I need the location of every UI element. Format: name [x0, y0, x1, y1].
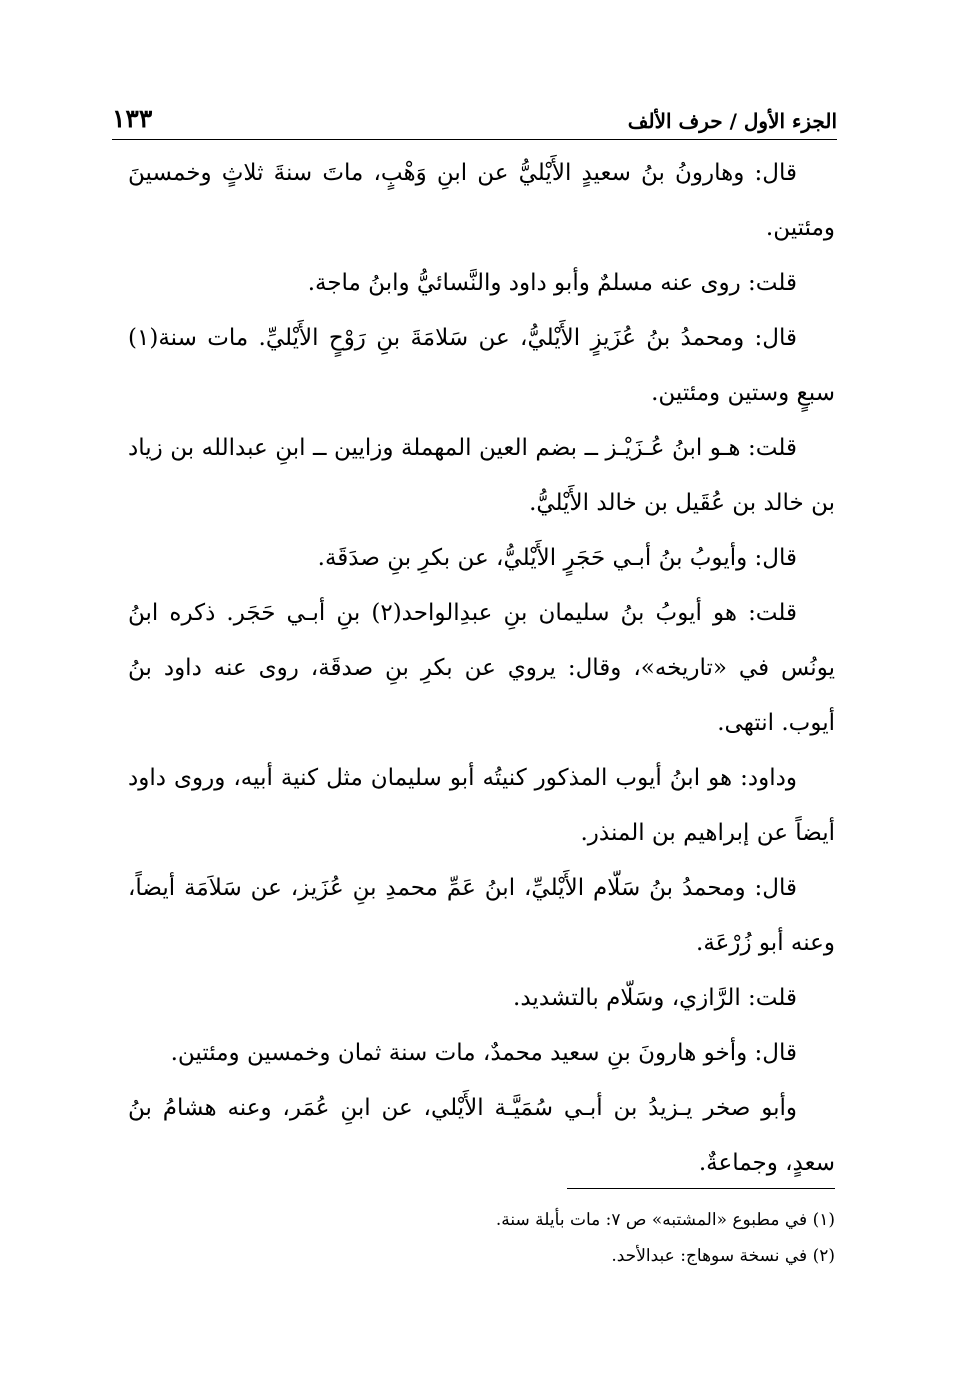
page-header: [112, 94, 837, 140]
paragraph: قلت: هو أيوبُ بنُ سليمان بنِ عبدِالواحد(٢) بنِ أبـي حَجَر. ذكره ابنُ يونُس في «تاريخه»، وقال: يروي عن بكرِ بنِ صدقَة، روى عنه داود بنُ أيوب. انتهى.: [128, 600, 835, 736]
footnote: (١) في مطبوع «المشتبه» ص ٧: مات بأيلة سنة.: [495, 1210, 835, 1230]
footnote-divider: [567, 1188, 835, 1189]
paragraph: قال: ومحمدُ بنُ سَلّام الأَيْليِّ، ابنُ عَمِّ محمدِ بنِ عُزَيز، عن سَلاَمَة أيضاً، وعنه أبو زُرْعَة.: [128, 875, 835, 956]
paragraph: قلت: هـو ابنُ عُـزَيْـز ــ بضم العين المهملة وزايين ــ ابنِ عبدالله بن زياد بن خالد بن عُقَيل بن خالد الأَيْليُّ.: [128, 435, 835, 516]
running-head: الجزء الأول / حرف الألف: [627, 109, 837, 133]
page-number: ١٣٣: [112, 104, 153, 133]
paragraph: قلت: الرَّازي، وسَلّام بالتشديد.: [513, 985, 797, 1011]
paragraph: قلت: روى عنه مسلمٌ وأبو داود والنَّسائيُّ وابنُ ماجة.: [307, 270, 797, 296]
paragraph: قال: وهارونُ بنُ سعيدٍ الأَيْليُّ عن ابنِ وَهْبٍ، ماتَ سنةَ ثلاثٍ وخمسينَ ومئتين.: [128, 160, 835, 241]
paragraph: قال: وأخو هارونَ بنِ سعيد محمدٌ، مات سنة ثمان وخمسين ومئتين.: [170, 1040, 797, 1066]
paragraph: وأبو صخر يـزيدُ بن أبـي سُمَيَّـة الأَيْلي، عن ابنِ عُمَر، وعنه هشامُ بنُ سعدٍ، وجماعةٌ.: [128, 1095, 835, 1176]
paragraph: قال: ومحمدُ بنُ عُزَيزٍ الأَيْليُّ، عن سَلامَةَ بنِ رَوْحٍ الأَيْليِّ. مات سنة(١) سبعٍ وستين ومئتين.: [128, 325, 835, 406]
footnotes: [128, 1202, 835, 1274]
paragraph: وداود: هو ابنُ أيوب المذكور كنيتُه أبو سليمان مثل كنية أبيه، وروى داود أيضاً عن إبراهيم بن المنذر.: [128, 765, 835, 846]
main-text: [128, 146, 835, 1191]
footnote: (٢) في نسخة سوهاج: عبدالأحد.: [611, 1246, 835, 1266]
paragraph: قال: وأيوبُ بنُ أبـي حَجَرٍ الأَيْليُّ، عن بكرِ بنِ صدَقَة.: [317, 545, 797, 571]
